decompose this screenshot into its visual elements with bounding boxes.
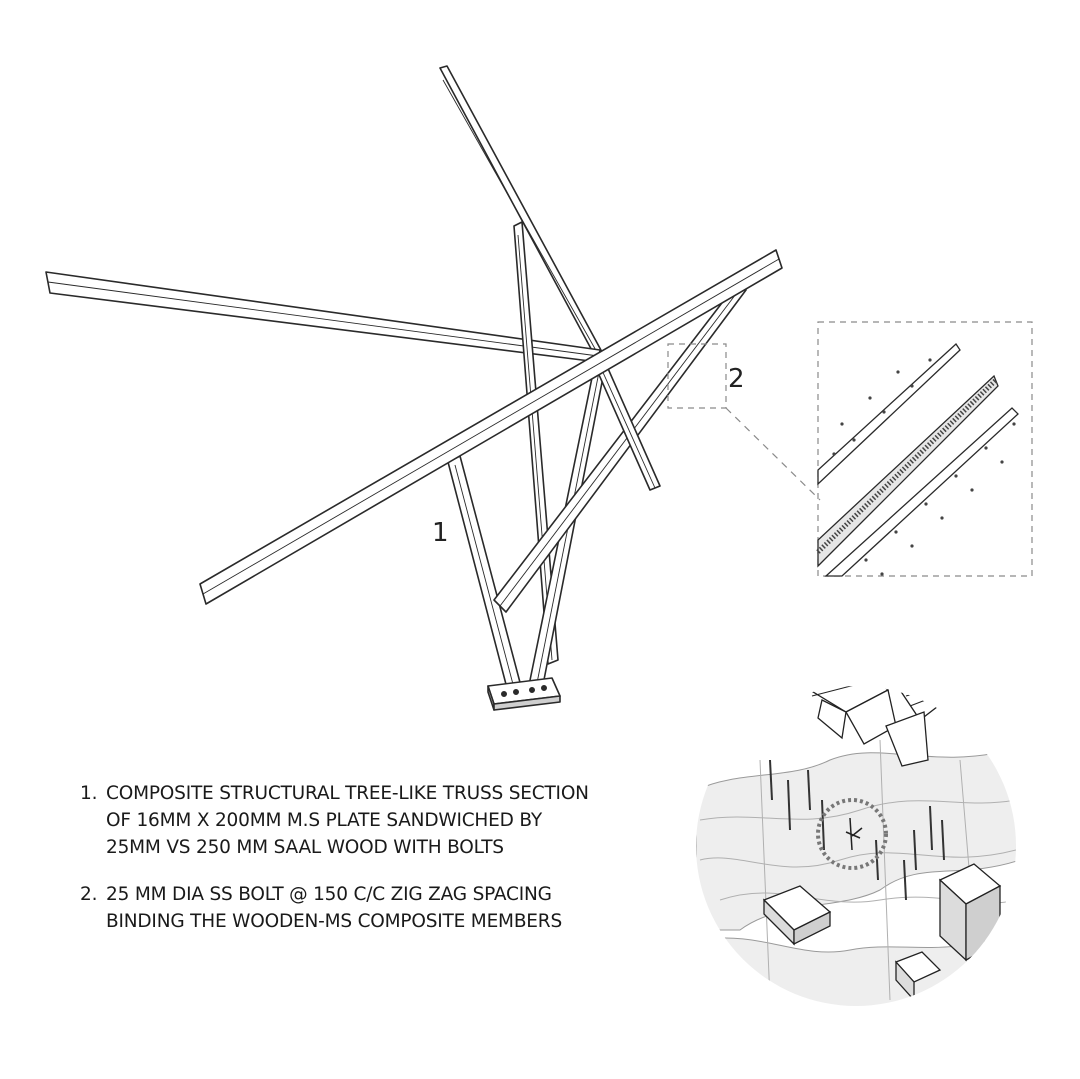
note-line: OF 16MM X 200MM M.S PLATE SANDWICHED BY (106, 810, 542, 831)
note-line: COMPOSITE STRUCTURAL TREE-LIKE TRUSS SECTION (106, 783, 589, 804)
note-line: 25MM VS 250 MM SAAL WOOD WITH BOLTS (106, 837, 504, 858)
note-line: 25 MM DIA SS BOLT @ 150 C/C ZIG ZAG SPACING (106, 884, 552, 905)
truss-trunk-left (448, 456, 522, 692)
note-line: BINDING THE WOODEN-MS COMPOSITE MEMBERS (106, 911, 562, 932)
callout-1: 1 (432, 518, 449, 548)
truss-member-left (46, 272, 600, 362)
note-number: 2. (80, 884, 98, 905)
site-context-vignette (690, 666, 1030, 1020)
note-number: 1. (80, 783, 98, 804)
callout-2: 2 (728, 364, 745, 394)
notes-list (80, 780, 680, 955)
detail-leader-line (726, 408, 820, 500)
note-item-2 (80, 881, 680, 935)
bolted-plate-detail (818, 344, 1018, 576)
note-item-1 (80, 780, 680, 861)
